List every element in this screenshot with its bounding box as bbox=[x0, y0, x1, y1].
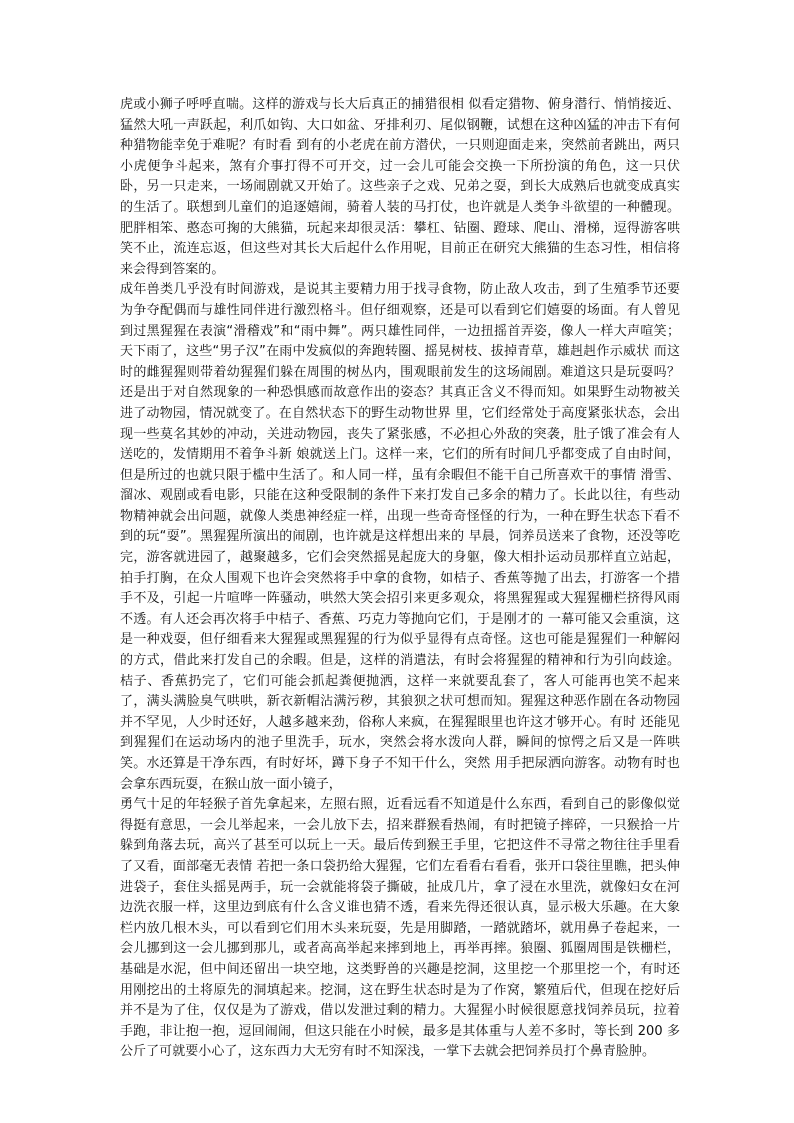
document-body bbox=[120, 95, 680, 1063]
paragraph-1: 虎或小狮子呼呼直喘。这样的游戏与长大后真正的捕猎很相 似看定猎物、俯身潜行、悄悄接近、猛然大吼一声跃起，利爪如钩、大口如盆、牙排利刃、尾似钢鞭，试想在这种凶猛的冲击下有何种猎物能幸免于难呢？有时看 到有的小老虎在前方潜伏，一只则迎面走来，突然前者跳出，两只小虎便争斗起来，煞有介事打得不可开交，过一会儿可能会交换一下所扮演的角色，这一只伏卧，另一只走来，一场闹剧就又开始了。这些亲子之戏、兄弟之耍，到长大成熟后也就变成真实的生活了。联想到儿童们的追逐嬉闹，骑着人装的马打仗，也许就是人类争斗欲望的一种體现。肥胖相笨、憨态可掬的大熊猫，玩起来却很灵活：攀杠、钻圈、蹬球、爬山、滑梯，逗得游客哄笑不止，流连忘返，但这些对其长大后起什么作用呢，目前正在研究大熊猫的生态习性，相信将来会得到答案的。 bbox=[120, 97, 680, 277]
paragraph-3: 勇气十足的年轻猴子首先拿起来，左照右照，近看远看不知道是什么东西，看到自己的影像似觉得挺有意思，一会儿举起来，一会儿放下去，招来群猴看热闹，有时把镜子摔碎，一只猴拾一片躲到角落去玩，高兴了甚至可以玩上一天。最后传到猴王手里，它把这件不寻常之物往往手里看了又看，面部毫无表情 若把一条口袋扔给大猩猩，它们左看看右看看，张开口袋往里瞧，把头伸进袋子，套住头摇晃两手，玩一会就能将袋子撕破，扯成几片，拿了浸在水里洗，就像妇女在河边洗衣服一样，这里边到底有什么含义谁也猜不透，看来先得还很认真，显示极大乐趣。在大象栏内放几根木头，可以看到它们用木头来玩耍，先是用脚踏，一踏就踏坏，就用鼻子卷起来，一会儿挪到这一会儿挪到那儿，或者高高举起来摔到地上，再举再摔。狼圈、狐圈周围是铁栅栏，基础是水泥，但中间还留出一块空地，这类野兽的兴趣是挖洞，这里挖一个那里挖一个，有时还用刚挖出的土将原先的洞填起来。挖洞，这在野生状态时是为了作窝，繁殖后代，但现在挖好后并不是为了住，仅仅是为了游戏，借以发泄过剩的精力。大猩猩小时候很愿意找饲养员玩，拉着手跑，非让抱一抱，逗回闹闹，但这只能在小时候，最多是其体重与人差不多时，等长到 200 多公斤了可就要小心了，这东西力大无穷有时不知深浅，一掌下去就会把饲养员打个鼻青脸肿。 bbox=[120, 797, 680, 1060]
paragraph-2: 成年兽类几乎没有时间游戏，是说其主要精力用于找寻食物，防止敌人攻击，到了生殖季节还要为争夺配偶而与雄性同伴进行激烈格斗。但仔细观察，还是可以看到它们嬉耍的场面。有人曾见到过黑猩猩在表演“滑稽戏”和“雨中舞”。两只雄性同伴，一边扭摇首弄姿，像人一样大声喧笑；天下雨了，这些“男子汉”在雨中发疯似的奔跑转圈、摇晃树枝、拔掉青草，雄赳赳作示威状 而这时的雌猩猩则带着幼猩猩们躲在周围的树丛内，围观眼前发生的这场闹剧。难道这只是玩耍吗？还是出于对自然现象的一种恐惧感而故意作出的姿态？其真正含义不得而知。如果野生动物被关进了动物园，情况就变了。在自然状态下的野生动物世界 里，它们经常处于高度紧张状态，会出现一些莫名其妙的冲动，关进动物园，丧失了紧张感，不必担心外敌的突袭，肚子饿了准会有人送吃的，发情期用不着争斗新 娘就送上门。这样一来，它们的所有时间几乎都变成了自由时间，但是所过的也就只限于槛中生活了。和人同一样，虽有余暇但不能干自己所喜欢干的事情 滑雪、溜冰、观剧或看电影，只能在这种受限制的条件下来打发自己多余的精力了。长此以往，有些动物精神就会出问题，就像人类患神经症一样，出现一些奇奇怪怪的行为，一种在野生状态下看不到的玩“耍”。黑猩猩所演出的闹剧，也许就是这样想出来的 早晨，饲养员送来了食物，还没等吃完，游客就进园了，越聚越多，它们会突然摇晃起庞大的身躯，像大相扑运动员那样直立站起，拍手打胸，在众人围观下也许会突然将手中拿的食物，如桔子、香蕉等抛了出去，打游客一个措手不及，引起一片喧哗一阵骚动，哄然大笑会招引来更多观众，将黑猩猩或大猩猩栅栏挤得风雨不透。有人还会再次将手中桔子、香蕉、巧克力等抛向它们，于是刚才的 一幕可能又会重演，这是一种戏耍，但仔细看来大猩猩或黑猩猩的行为似乎显得有点奇怪。这也可能是猩猩们一种解闷的方式，借此来打发自己的余暇。但是，这样的消遣法，有时会将猩猩的精神和行为引向歧途。桔子、香蕉扔完了，它们可能会抓起粪便抛洒，这样一来就要乱套了，客人可能再也笑不起来了，满头满脸臭气哄哄，新衣新帽沾满污秽，其狼狈之状可想而知。猩猩这种恶作剧在各动物园并不罕见，人少时还好，人越多越来劲，俗称人来疯，在猩猩眼里也许这才够开心。有时 还能见到猩猩们在运动场内的池子里洗手，玩水，突然会将水泼向人群，瞬间的惊愕之后又是一阵哄笑。水还算是干净东西，有时好坏，蹲下身子不知干什么，突然 用手把尿洒向游客。动物有时也会拿东西玩耍，在猴山放一面小镜子， bbox=[120, 282, 680, 792]
